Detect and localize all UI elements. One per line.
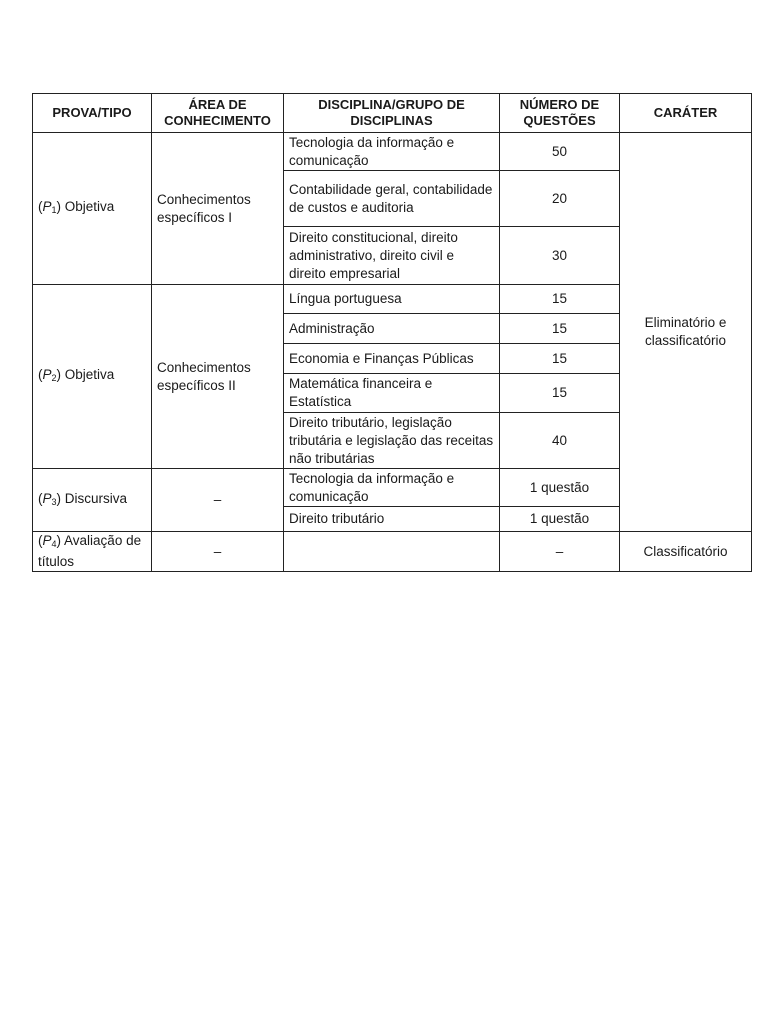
disciplina-cell: Tecnologia da informação e comunicação xyxy=(284,469,500,507)
header-area: ÁREA DE CONHECIMENTO xyxy=(152,94,284,133)
prova-p4: $(P_4)$ Avaliação de títulos xyxy=(33,532,152,572)
numero-cell: 1 questão xyxy=(500,469,620,507)
carater-p4: Classificatório xyxy=(620,532,752,572)
exam-structure-table xyxy=(32,93,752,572)
area-p2: Conhecimentos específicos II xyxy=(152,285,284,469)
numero-cell: 40 xyxy=(500,413,620,469)
numero-cell: – xyxy=(500,532,620,572)
disciplina-cell: Direito constitucional, direito administrativo, direito civil e direito empresarial xyxy=(284,227,500,285)
area-p4: – xyxy=(152,532,284,572)
numero-cell: 50 xyxy=(500,133,620,171)
numero-cell: 1 questão xyxy=(500,507,620,532)
prova-p1: $(P_1)$ Objetiva xyxy=(33,133,152,285)
carater-shared: Eliminatório e classificatório xyxy=(620,133,752,532)
prova-p3: $(P_3)$ Discursiva xyxy=(33,469,152,532)
area-p3: – xyxy=(152,469,284,532)
disciplina-cell: Direito tributário xyxy=(284,507,500,532)
numero-cell: 30 xyxy=(500,227,620,285)
numero-cell: 15 xyxy=(500,374,620,413)
disciplina-cell: Tecnologia da informação e comunicação xyxy=(284,133,500,171)
header-prova-tipo: PROVA/TIPO xyxy=(33,94,152,133)
numero-cell: 15 xyxy=(500,314,620,344)
disciplina-cell: Administração xyxy=(284,314,500,344)
header-disciplina: DISCIPLINA/GRUPO DE DISCIPLINAS xyxy=(284,94,500,133)
header-numero: NÚMERO DE QUESTÕES xyxy=(500,94,620,133)
disciplina-cell: Contabilidade geral, contabilidade de custos e auditoria xyxy=(284,171,500,227)
disciplina-cell: Economia e Finanças Públicas xyxy=(284,344,500,374)
numero-cell: 15 xyxy=(500,344,620,374)
prova-p2: $(P_2)$ Objetiva xyxy=(33,285,152,469)
header-carater: CARÁTER xyxy=(620,94,752,133)
header-row xyxy=(33,94,752,133)
table-row xyxy=(33,133,752,171)
disciplina-cell xyxy=(284,532,500,572)
numero-cell: 15 xyxy=(500,285,620,314)
disciplina-cell: Matemática financeira e Estatística xyxy=(284,374,500,413)
table-row xyxy=(33,532,752,572)
area-p1: Conhecimentos específicos I xyxy=(152,133,284,285)
numero-cell: 20 xyxy=(500,171,620,227)
disciplina-cell: Língua portuguesa xyxy=(284,285,500,314)
disciplina-cell: Direito tributário, legislação tributária e legislação das receitas não tributárias xyxy=(284,413,500,469)
